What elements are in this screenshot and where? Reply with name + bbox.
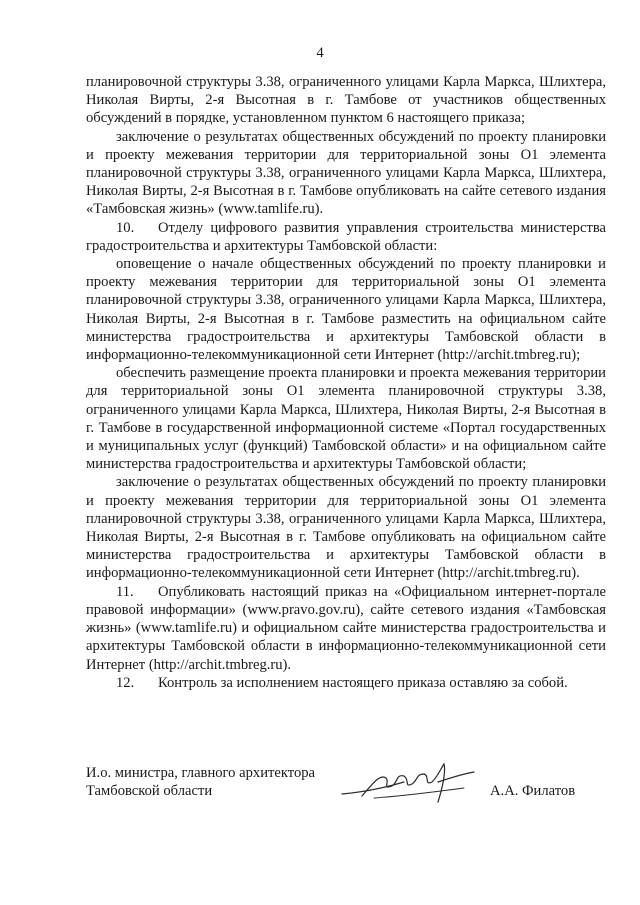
paragraph-continuation: планировочной структуры 3.38, ограниченного улицами Карла Маркса, Шлихтера, Николая Вирты, 2-я Высотная в г. Тамбове от участников общественных обсуждений в порядке, установленном пунктом 6 настоящего приказа; bbox=[86, 74, 606, 127]
signatory-name: А.А. Филатов bbox=[490, 783, 576, 799]
paragraph-notification: оповещение о начале общественных обсуждений по проекту планировки и проекту межевания территории для территориальной зоны О1 элемента планировочной структуры 3.38, ограниченного улицами Карла Маркса, Шлихтера, Николая Вирты, 2-я Высотная в г. Тамбове разместить на официальном сайте министерства градостроительства и архитектуры Тамбовской области в информационно-телекоммуникационной сети Интернет (http://archit.tmbreg.ru); bbox=[86, 256, 606, 364]
signatory-title-line1: И.о. министра, главного архитектора bbox=[86, 765, 316, 781]
item-12 bbox=[86, 674, 606, 692]
item-number: 11. bbox=[116, 583, 134, 600]
handwritten-signature bbox=[334, 752, 494, 812]
item-10 bbox=[86, 219, 606, 255]
paragraph-placement: обеспечить размещение проекта планировки и проекта межевания территории для территориальной зоны О1 элемента планировочной структуры 3.38, ограниченного улицами Карла Маркса, Шлихтера, Николая Вирты, 2-я Высотная в г. Тамбове в государственной информационной системе «Портал государственных и муниципальных услуг (функций) Тамбовской области» и на официальном сайте министерства градостроительства и архитектуры Тамбовской области; bbox=[86, 365, 606, 473]
paragraph-conclusion-publication: заключение о результатах общественных обсуждений по проекту планировки и проекту межевания территории для территориальной зоны О1 элемента планировочной структуры 3.38, ограниченного улицами Карла Маркса, Шлихтера, Николая Вирты, 2-я Высотная в г. Тамбове опубликовать на сайте сетевого издания «Тамбовская жизнь» (www.tamlife.ru). bbox=[86, 128, 606, 218]
item-text: Контроль за исполнением настоящего приказа оставляю за собой. bbox=[158, 674, 568, 691]
item-text: Опубликовать настоящий приказ на «Официальном интернет-портале правовой информации» (www.pravo.gov.ru), сайте сетевого издания «Тамбовская жизнь» (www.tamlife.ru) и официальном сайте министерства градостроительства и архитектуры Тамбовской области в информационно-телекоммуникационной сети Интернет (http://archit.tmbreg.ru). bbox=[86, 583, 606, 673]
document-body bbox=[86, 73, 606, 692]
item-text: Отделу цифрового развития управления строительства министерства градостроительства и архитектуры Тамбовской области: bbox=[86, 219, 606, 254]
paragraph-conclusion-site: заключение о результатах общественных обсуждений по проекту планировки и проекту межевания территории для территориальной зоны О1 элемента планировочной структуры 3.38, ограниченного улицами Карла Маркса, Шлихтера, Николая Вирты, 2-я Высотная в г. Тамбове опубликовать на официальном сайте министерства градостроительства и архитектуры Тамбовской области в информационно-телекоммуникационной сети Интернет (http://archit.tmbreg.ru). bbox=[86, 474, 606, 582]
item-11 bbox=[86, 583, 606, 674]
signature-block bbox=[86, 764, 606, 800]
item-number: 12. bbox=[116, 674, 135, 691]
signatory-title-line2: Тамбовской области bbox=[86, 783, 213, 800]
item-number: 10. bbox=[116, 219, 135, 236]
page-number: 4 bbox=[316, 45, 324, 61]
